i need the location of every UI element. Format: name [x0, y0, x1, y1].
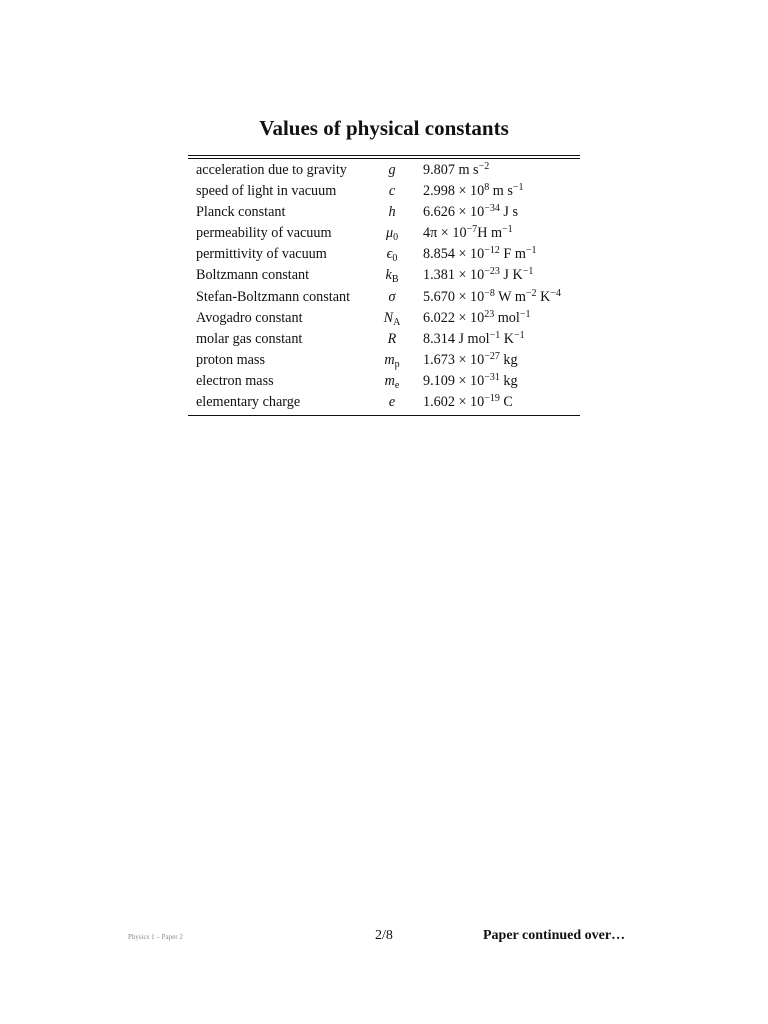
symbol-main: c: [388, 183, 396, 200]
symbol-main: σ: [388, 288, 396, 305]
value-exponent: −2: [525, 287, 537, 299]
value-text: kg: [499, 372, 518, 389]
constant-value: [416, 223, 580, 244]
value-text: 1.381 × 10: [423, 267, 485, 284]
value-text: C: [499, 394, 513, 411]
value-text: F m: [499, 246, 526, 263]
value-exponent: −34: [484, 203, 500, 215]
value-text: K: [536, 288, 551, 305]
value-text: kg: [499, 351, 518, 368]
value-text: 4π × 10: [423, 225, 467, 242]
value-exponent: −7: [466, 224, 478, 236]
constant-name: electron mass: [196, 372, 274, 389]
constant-row: [188, 223, 580, 244]
value-exponent: 23: [484, 308, 495, 320]
value-text: 6.022 × 10: [423, 309, 485, 326]
constant-value: [416, 202, 580, 223]
value-text: mol: [494, 309, 520, 326]
value-exponent: −1: [522, 266, 534, 278]
constant-name: Avogadro constant: [196, 309, 303, 326]
symbol-main: N: [383, 309, 394, 326]
value-text: H m: [477, 225, 503, 242]
constant-name: permittivity of vacuum: [196, 246, 327, 263]
constant-symbol: [368, 308, 416, 329]
constant-name: Planck constant: [196, 204, 286, 221]
constant-value: [416, 160, 580, 181]
constant-name: Boltzmann constant: [196, 267, 310, 284]
footer-page-number: 2/8: [375, 928, 393, 943]
value-exponent: −1: [502, 224, 513, 236]
top-double-rule: [188, 155, 580, 159]
symbol-main: g: [388, 162, 396, 178]
symbol-subscript: e: [394, 379, 400, 391]
value-exponent: −1: [489, 329, 501, 341]
value-text: W m: [494, 288, 526, 305]
constant-name: speed of light in vacuum: [196, 183, 337, 200]
value-exponent: −31: [484, 371, 500, 383]
footer-continued-note: Paper continued over…: [483, 928, 626, 943]
bottom-rule: [188, 415, 580, 416]
value-exponent: −4: [550, 287, 561, 299]
constant-row: [188, 181, 580, 202]
symbol-subscript: p: [394, 358, 400, 370]
symbol-main: k: [385, 267, 392, 284]
symbol-main: h: [388, 204, 396, 221]
value-text: 2.998 × 10: [423, 183, 485, 200]
constant-name: permeability of vacuum: [196, 225, 332, 242]
constant-value: [416, 244, 580, 265]
constant-row: [188, 202, 580, 223]
symbol-subscript: B: [391, 274, 399, 286]
value-exponent: 8: [484, 182, 490, 194]
constants-table: [188, 155, 580, 416]
constant-row: [188, 350, 580, 371]
value-text: 8.854 × 10: [423, 246, 485, 263]
symbol-main: μ: [385, 225, 394, 242]
constant-row: [188, 329, 580, 350]
constant-row: [188, 265, 580, 286]
symbol-subscript: A: [393, 316, 401, 328]
value-exponent: −8: [484, 287, 495, 299]
constant-symbol: [368, 329, 416, 350]
symbol-main: R: [387, 330, 397, 347]
constant-symbol: [368, 287, 416, 308]
symbol-main: m: [384, 351, 395, 368]
value-text: J s: [499, 204, 518, 221]
constant-row: [188, 244, 580, 265]
constant-row: [188, 287, 580, 308]
constant-symbol: [368, 371, 416, 392]
constant-name: Stefan-Boltzmann constant: [196, 288, 351, 305]
constant-name: elementary charge: [196, 394, 301, 411]
constant-symbol: [368, 392, 416, 413]
constant-row: [188, 160, 580, 181]
value-text: 8.314 J mol: [423, 330, 490, 347]
value-text: m s: [489, 183, 513, 200]
constant-value: [416, 329, 580, 350]
value-exponent: −1: [514, 329, 525, 341]
constant-value: [416, 371, 580, 392]
constant-symbol: [368, 265, 416, 286]
value-text: K: [500, 330, 515, 347]
constant-symbol: [368, 244, 416, 265]
value-exponent: −19: [484, 393, 500, 405]
value-exponent: −12: [484, 245, 500, 257]
value-exponent: −1: [525, 245, 537, 257]
value-text: 1.602 × 10: [423, 394, 485, 411]
value-exponent: −27: [484, 350, 500, 362]
value-text: 6.626 × 10: [423, 204, 485, 221]
constant-row: [188, 308, 580, 329]
value-exponent: −2: [478, 161, 490, 172]
constant-row: [188, 371, 580, 392]
symbol-subscript: 0: [392, 253, 398, 265]
value-text: 1.673 × 10: [423, 351, 485, 368]
value-text: 5.670 × 10: [423, 288, 485, 305]
constant-value: [416, 181, 580, 202]
value-text: J K: [499, 267, 523, 284]
constant-value: [416, 350, 580, 371]
value-text: 9.109 × 10: [423, 372, 485, 389]
constant-symbol: [368, 202, 416, 223]
constant-name: acceleration due to gravity: [196, 162, 347, 178]
constant-symbol: [368, 223, 416, 244]
value-exponent: −1: [519, 308, 531, 320]
value-text: 9.807 m s: [423, 162, 479, 178]
constant-name: molar gas constant: [196, 330, 303, 347]
value-exponent: −1: [512, 182, 524, 194]
constant-value: [416, 392, 580, 413]
constant-name: proton mass: [196, 351, 265, 368]
constant-row: [188, 392, 580, 413]
value-exponent: −23: [484, 266, 500, 278]
constant-value: [416, 265, 580, 286]
symbol-main: ϵ: [386, 246, 393, 263]
symbol-main: m: [384, 372, 395, 389]
constant-value: [416, 287, 580, 308]
constant-value: [416, 308, 580, 329]
constant-symbol: [368, 160, 416, 181]
footer-paper-label: Physics 1 – Paper 2: [128, 933, 183, 941]
page-title: Values of physical constants: [259, 116, 509, 140]
constant-symbol: [368, 181, 416, 202]
constant-symbol: [368, 350, 416, 371]
symbol-subscript: 0: [393, 232, 399, 244]
constants-table-body: [188, 160, 580, 413]
symbol-main: e: [388, 394, 396, 411]
